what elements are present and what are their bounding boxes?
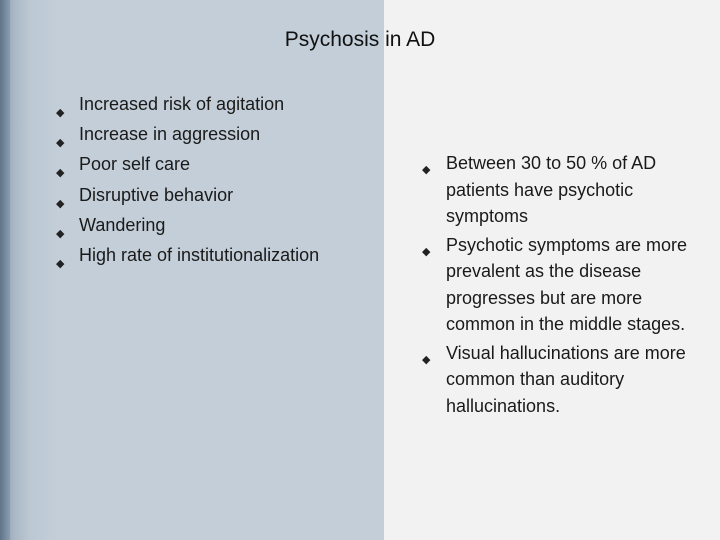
list-item [56, 180, 376, 210]
list-item [56, 149, 376, 179]
bullet-text: High rate of institutionalization [79, 245, 320, 266]
right-bullet-list [422, 150, 688, 421]
diamond-bullet-icon: ◆ [56, 137, 65, 150]
bullet-text: Visual hallucinations are more common than auditory hallucinations. [446, 342, 686, 416]
diamond-bullet-icon: ◆ [56, 167, 65, 180]
bullet-text: Between 30 to 50 % of AD patients have psychotic symptoms [446, 153, 657, 226]
left-bullet-list [56, 89, 376, 270]
list-item [422, 150, 688, 230]
list-item [56, 119, 376, 149]
slide-title: Psychosis in AD [284, 28, 436, 51]
list-item [56, 210, 376, 240]
edge-strip [0, 0, 10, 540]
bullet-text: Poor self care [79, 154, 191, 175]
bullet-text: Disruptive behavior [79, 184, 234, 205]
diamond-bullet-icon: ◆ [422, 353, 431, 366]
list-item [422, 340, 688, 420]
diamond-bullet-icon: ◆ [56, 197, 65, 210]
diamond-bullet-icon: ◆ [422, 245, 431, 258]
diamond-bullet-icon: ◆ [56, 107, 65, 119]
diamond-bullet-icon: ◆ [56, 258, 65, 271]
bullet-text: Increased risk of agitation [79, 94, 285, 114]
list-item [56, 89, 376, 119]
bullet-text: Psychotic symptoms are more prevalent as the disease progresses but are more common in the middle stages. [446, 234, 688, 334]
bullet-text: Wandering [79, 214, 166, 235]
list-item [56, 240, 376, 270]
diamond-bullet-icon: ◆ [422, 164, 431, 176]
bullet-text: Increase in aggression [79, 124, 261, 145]
diamond-bullet-icon: ◆ [56, 227, 65, 240]
list-item [422, 232, 688, 338]
